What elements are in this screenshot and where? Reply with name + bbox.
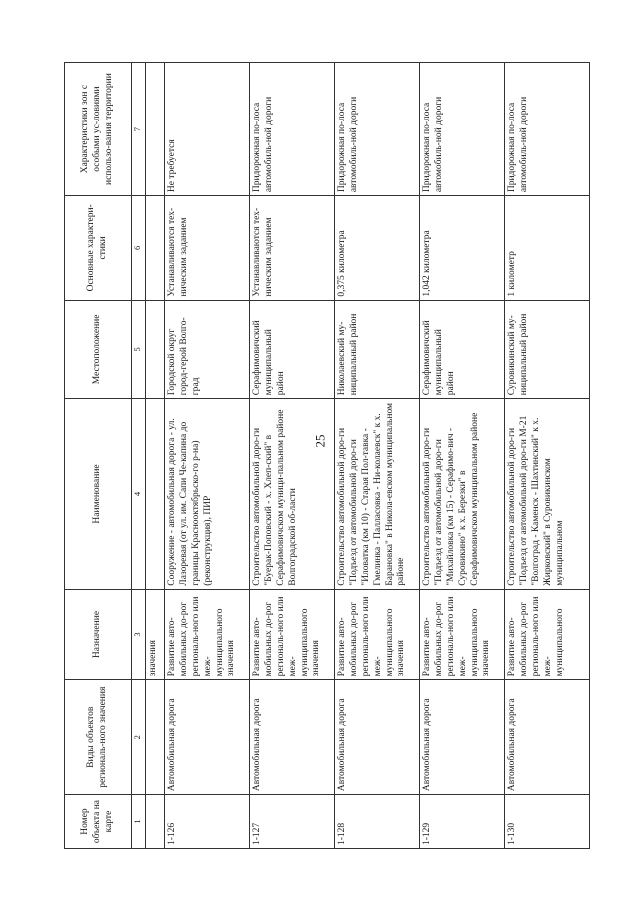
object-location: Серафимовичский муниципальный район	[250, 300, 335, 399]
header-object-number: Номер объекта на карте	[65, 795, 132, 849]
column-number: 2	[132, 680, 146, 795]
object-location: Николаевский му-ниципальный район	[335, 300, 420, 399]
object-name: Сооружение - автомобильная дорога - ул. Лазоревая (от ул. им. Сапи Че-капина до границы Краснооктябрьско-го р-на) (реконструкция), ПИР	[165, 399, 250, 589]
header-location: Местоположение	[65, 300, 132, 399]
table-row	[250, 63, 335, 849]
object-name: Строительство автомобильной доро-ги "Буерак-Поповский - х. Хлеп-ский" в Серафимовичском муници-пальном районе Волгоградской об-ласти	[250, 399, 335, 589]
object-purpose: Развитие авто-мобильных до-рог региональ-ного или меж-муниципального значения	[335, 589, 420, 680]
object-kind: Автомобильная дорога	[420, 680, 505, 795]
object-location: Суровикинский му-ниципальный район	[505, 300, 590, 399]
header-zones: Характеристики зон с особыми ус-ловиями использо-вания территории	[65, 63, 132, 196]
object-number: 1-128	[335, 795, 420, 849]
table-row	[335, 63, 420, 849]
object-kind: Автомобильная дорога	[505, 680, 590, 795]
object-name: Строительство автомобильной доро-ги "Подъезд от автомобильной доро-ги М-21 "Волгоград - Каменск - Шахтинский" к х. Жирковский" в Суровикинском муниципальном	[505, 399, 590, 589]
header-name: Наименование	[65, 399, 132, 589]
object-number: 1-126	[165, 795, 250, 849]
column-number: 7	[132, 63, 146, 196]
table-row	[165, 63, 250, 849]
column-number: 6	[132, 196, 146, 300]
object-zones: Придорожная по-лоса автомобиль-ной дороги	[250, 63, 335, 196]
table-header-row	[65, 63, 132, 849]
object-specs: Устанавливаются тех-ническим заданием	[165, 196, 250, 300]
object-zones: Придорожная по-лоса автомобиль-ной дороги	[505, 63, 590, 196]
column-number: 5	[132, 300, 146, 399]
column-number: 4	[132, 399, 146, 589]
object-kind: Автомобильная дорога	[335, 680, 420, 795]
object-name: Строительство автомобильной доро-ги "Подъезд от автомобильной доро-ги "Иловатка (км 10) - Старая Пол-тавка - Гмелинка - Палласовка - Ни-колаевск" к х. Барановка" в Никола-евском муниципальном районе	[335, 399, 420, 589]
continuation-text: значения	[146, 589, 165, 680]
object-number: 1-127	[250, 795, 335, 849]
column-number: 1	[132, 795, 146, 849]
header-object-kind: Виды объектов региональ-ного значения	[65, 680, 132, 795]
header-specs: Основные характери-стики	[65, 196, 132, 300]
object-purpose: Развитие авто-мобильных до-рог региональ-ного или меж-муниципального значения	[250, 589, 335, 680]
column-number-row	[132, 63, 146, 849]
object-zones: Не требуется	[165, 63, 250, 196]
object-name: Строительство автомобильной доро-ги "Подъезд от автомобильной доро-ги "Михайловка (км 15) - Серафимо-вич - Суровикино" к х. Березки" в Серафимовичском муниципальном районе	[420, 399, 505, 589]
object-kind: Автомобильная дорога	[250, 680, 335, 795]
object-specs: 0,375 километра	[335, 196, 420, 300]
object-kind: Автомобильная дорога	[165, 680, 250, 795]
header-purpose: Назначение	[65, 589, 132, 680]
table-row	[420, 63, 505, 849]
object-location: Серафимовичский муниципальный район	[420, 300, 505, 399]
object-specs: 1 километр	[505, 196, 590, 300]
object-purpose: Развитие авто-мобильных до-рог региональ-ного или меж-муниципального значения	[420, 589, 505, 680]
page-number: 25	[312, 434, 328, 448]
objects-table	[64, 62, 590, 849]
object-number: 1-129	[420, 795, 505, 849]
object-specs: Устанавливаются тех-ническим заданием	[250, 196, 335, 300]
object-purpose: Развитие авто-мобильных до-рог региональ-ного или меж-муниципального значения	[165, 589, 250, 680]
table-row	[505, 63, 590, 849]
object-purpose: Развитие авто-мобильных до-рог региональ-ного или меж-муниципального	[505, 589, 590, 680]
column-number: 3	[132, 589, 146, 680]
rotated-table-container	[64, 62, 565, 849]
object-number: 1-130	[505, 795, 590, 849]
object-zones: Придорожная по-лоса автомобиль-ной дороги	[420, 63, 505, 196]
object-specs: 1,042 километра	[420, 196, 505, 300]
object-location: Городской округ город-герой Волго-град	[165, 300, 250, 399]
continuation-row	[146, 63, 165, 849]
object-zones: Придорожная по-лоса автомобиль-ной дороги	[335, 63, 420, 196]
